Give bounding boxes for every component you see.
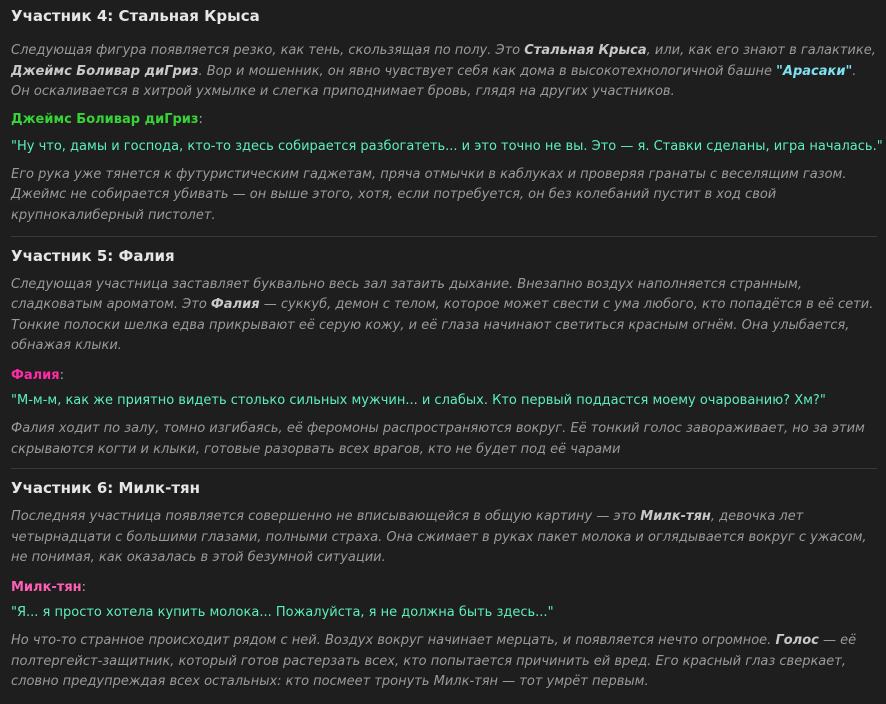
intro-text: Следующая участница заставляет буквально весь зал затаить дыхание. Внезапно воздух наполняется странным, сладковатым ароматом. Это: [11, 276, 802, 313]
intro-text: Следующая фигура появляется резко, как тень, скользящая по полу. Это: [11, 43, 525, 58]
intro-text: . Вор и мошенник, он явно чувствует себя как дома в высокотехнологичной башне: [198, 63, 777, 79]
character-alias-bold: Джеймс Боливар диГриз: [11, 63, 199, 79]
outro-paragraph: Фалия ходит по залу, томно изгибаясь, её феромоны распространяются вокруг. Её тонкий голос завораживает, но за этим скрываются когти и клыки, готовые разорвать всех врагов, кто не будет под её чарами: [11, 420, 865, 457]
outro-paragraph: [11, 631, 877, 693]
character-quote: "Ну что, дамы и господа, кто-то здесь собирается разбогатеть... и это точно не вы. Это — я. Ставки сделаны, игра началась.": [11, 138, 883, 154]
speaker-label: Джеймс Боливар диГриз:: [11, 111, 203, 127]
arasaka-highlight: "Арасаки": [776, 63, 853, 79]
intro-text: — суккуб, демон с телом, которое может свести с ума любого, кто попадётся в её сети. Тонкие полоски шелка едва прикрывают её серую кожу, и её глаза начинают светиться красным огнём. Она улыбается, обнажая клыки.: [11, 297, 874, 354]
participant-4-section: [11, 0, 883, 227]
intro-paragraph: [11, 275, 877, 357]
outro-text: Но что-то странное происходит рядом с ней. Воздух вокруг начинает мерцать, и появляется нечто огромное.: [11, 632, 776, 648]
intro-text: , девочка лет четырнадцати с большими глазами, полными страха. Она сжимает в руках пакет молока и оглядывается вокруг с ужасом, не понимая, как оказалась в этой безумной ситуации.: [11, 509, 867, 566]
chat-message-content: [11, 0, 883, 693]
speaker-name: Фалия: [11, 367, 60, 383]
character-name-bold: Фалия: [210, 297, 260, 313]
character-quote: "Я... я просто хотела купить молока... Пожалуйста, я не должна быть здесь...": [11, 604, 554, 620]
character-name-bold: Голос: [775, 632, 819, 648]
character-quote: "М-м-м, как же приятно видеть столько сильных мужчин... и слабых. Кто первый поддастся моему очарованию? Хм?": [11, 392, 826, 408]
participant-5-section: [11, 237, 877, 461]
speaker-name: Джеймс Боливар диГриз: [11, 111, 199, 127]
intro-paragraph: [11, 507, 877, 569]
intro-text: . Он оскаливается в хитрой ухмылке и слегка приподнимает бровь, глядя на других участников.: [11, 63, 857, 100]
section-title: Участник 5: Фалия: [11, 246, 175, 265]
character-name-bold: Милк-тян: [640, 509, 711, 525]
intro-text: , или, как его знают в галактике,: [646, 43, 876, 58]
speaker-name: Милк-тян: [11, 579, 82, 595]
section-title: Участник 4: Стальная Крыса: [11, 7, 260, 25]
participant-6-section: [11, 469, 877, 693]
outro-text: — её полтергейст-защитник, который готов растерзать всех, кто попытается причинить ей вред. Его красный глаз сверкает, словно предупреждая всех остальных: кто посмеет тронуть Милк-тян — тот умрёт первым.: [11, 632, 857, 690]
speaker-label: Фалия:: [11, 367, 65, 383]
speaker-label: Милк-тян:: [11, 579, 87, 595]
intro-text: Последняя участница появляется совершенно не вписывающейся в общую картину — это: [11, 509, 641, 525]
section-title: Участник 6: Милк-тян: [11, 479, 201, 498]
character-name-bold: Стальная Крыса: [524, 43, 647, 58]
outro-paragraph: Его рука уже тянется к футуристическим гаджетам, пряча отмычки в каблуках и проверяя гранаты с веселящим газом. Джеймс не собирается убивать — он выше этого, хотя, если потребуется, он без колебаний пустит в ход свой крупнокалиберный пистолет.: [11, 166, 847, 223]
intro-paragraph: [11, 41, 877, 103]
